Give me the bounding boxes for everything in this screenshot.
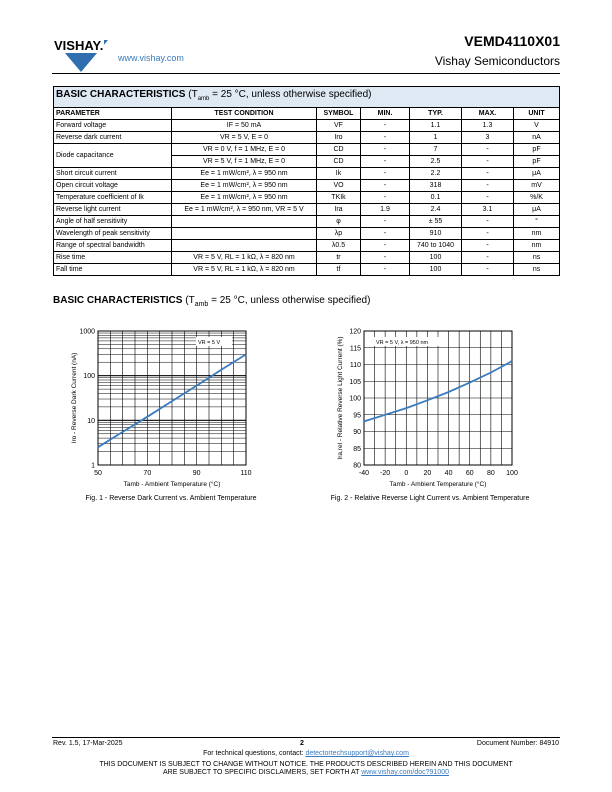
- table-cell-min: -: [361, 240, 410, 252]
- table-row: [54, 228, 560, 240]
- table-cell-min: -: [361, 144, 410, 156]
- table-cell-typ: 1.1: [410, 120, 462, 132]
- table-cell-cond: VR = 0 V, f = 1 MHz, E = 0: [172, 144, 317, 156]
- table-title-cond-prefix: (T: [188, 89, 198, 100]
- tech-contact-prefix: For technical questions, contact:: [203, 750, 306, 757]
- table-cell-param: Forward voltage: [54, 120, 172, 132]
- x-axis-label: Tamb - Ambient Temperature (°C): [123, 481, 221, 488]
- table-cell-max: -: [462, 252, 514, 264]
- table-cell-symbol: λp: [317, 228, 361, 240]
- x-tick-label: 100: [506, 470, 518, 477]
- col-header: MAX.: [462, 108, 514, 120]
- tech-contact: [0, 750, 612, 757]
- table-cell-unit: ns: [514, 252, 560, 264]
- table-cell-unit: μA: [514, 204, 560, 216]
- table-cell-symbol: φ: [317, 216, 361, 228]
- table-title-text: BASIC CHARACTERISTICS: [56, 89, 186, 100]
- table-cell-cond: Ee = 1 mW/cm², λ = 950 nm: [172, 168, 317, 180]
- table-cell-param: Short circuit current: [54, 168, 172, 180]
- header-rule: [52, 73, 560, 74]
- x-tick-label: 110: [240, 470, 252, 477]
- y-tick-label: 100: [349, 395, 361, 403]
- table-cell-min: -: [361, 192, 410, 204]
- table-cell-unit: nm: [514, 240, 560, 252]
- y-tick-label: 100: [83, 373, 95, 381]
- table-cell-cond: [172, 240, 317, 252]
- table-cell-param: Reverse light current: [54, 204, 172, 216]
- table-cell-unit: nA: [514, 132, 560, 144]
- table-cell-unit: °: [514, 216, 560, 228]
- x-tick-label: 60: [465, 470, 474, 477]
- table-title-cond-suffix: = 25 °C, unless otherwise specified): [209, 89, 372, 100]
- table-cell-unit: %/K: [514, 192, 560, 204]
- x-tick-label: -20: [380, 470, 391, 477]
- table-cell-unit: pF: [514, 156, 560, 168]
- y-axis-label: Iro - Reverse Dark Current (nA): [71, 352, 78, 444]
- table-cell-max: -: [462, 156, 514, 168]
- table-row: [54, 252, 560, 264]
- col-header: TEST CONDITION: [172, 108, 317, 120]
- table-row: [54, 264, 560, 276]
- y-tick-label: 115: [349, 345, 361, 353]
- table-cell-max: -: [462, 168, 514, 180]
- table-cell-param: Fall time: [54, 264, 172, 276]
- table-cell-min: -: [361, 180, 410, 192]
- table-cell-unit: ns: [514, 264, 560, 276]
- table-cell-typ: 2.4: [410, 204, 462, 216]
- table-cell-max: -: [462, 240, 514, 252]
- x-tick-label: 90: [192, 470, 201, 477]
- table-cell-cond: VR = 5 V, RL = 1 kΩ, λ = 820 nm: [172, 252, 317, 264]
- y-tick-label: 1: [91, 462, 95, 470]
- x-tick-label: -40: [358, 470, 370, 477]
- col-header: UNIT: [514, 108, 560, 120]
- document-number: Document Number: 84910: [476, 740, 559, 747]
- table-cell-min: 1.9: [361, 204, 410, 216]
- table-header-row: [54, 108, 560, 120]
- table-row: [54, 192, 560, 204]
- table-cell-typ: 2.5: [410, 156, 462, 168]
- y-axis-label: Ira,rel - Relative Reverse Light Current (%): [337, 336, 344, 460]
- table-cell-symbol: VO: [317, 180, 361, 192]
- y-tick-label: 90: [353, 429, 361, 436]
- table-cell-cond: [172, 228, 317, 240]
- table-cell-min: -: [361, 216, 410, 228]
- x-axis-label: Tamb - Ambient Temperature (°C): [389, 481, 487, 488]
- col-header: PARAMETER: [54, 108, 172, 120]
- table-title-cond-sub: amb: [197, 96, 210, 102]
- table-cell-cond: Ee = 1 mW/cm², λ = 950 nm: [172, 192, 317, 204]
- col-header: MIN.: [361, 108, 410, 120]
- table-cell-unit: μA: [514, 168, 560, 180]
- characteristics-table: [53, 86, 560, 276]
- annotation-label: VR = 5 V, λ = 950 nm: [376, 340, 429, 346]
- section-heading: [53, 295, 370, 308]
- disclaimer-line-2: [0, 769, 612, 776]
- table-cell-typ: 1: [410, 132, 462, 144]
- table-cell-symbol: Ira: [317, 204, 361, 216]
- table-cell-cond: VR = 5 V, RL = 1 kΩ, λ = 820 nm: [172, 264, 317, 276]
- table-cell-max: -: [462, 180, 514, 192]
- table-cell-typ: 0.1: [410, 192, 462, 204]
- table-cell-cond: [172, 216, 317, 228]
- table-cell-symbol: Ik: [317, 168, 361, 180]
- annotation-label: VR = 5 V: [198, 340, 221, 346]
- website-link[interactable]: www.vishay.com: [118, 53, 184, 63]
- section-title: BASIC CHARACTERISTICS: [53, 295, 183, 306]
- chart-relative-reverse-light-current: [322, 322, 522, 490]
- y-tick-label: 80: [353, 462, 361, 470]
- table-row: [54, 120, 560, 132]
- table-cell-cond: Ee = 1 mW/cm², λ = 950 nm, VR = 5 V: [172, 204, 317, 216]
- table-cell-symbol: CD: [317, 144, 361, 156]
- table-row: [54, 132, 560, 144]
- table-row: [54, 240, 560, 252]
- x-tick-label: 20: [423, 470, 432, 477]
- table-cell-min: -: [361, 120, 410, 132]
- table-cell-min: -: [361, 264, 410, 276]
- table-cell-unit: V: [514, 120, 560, 132]
- table-cell-cond: VR = 5 V, E = 0: [172, 132, 317, 144]
- disclaimer-link[interactable]: www.vishay.com/doc?91000: [361, 769, 450, 776]
- part-number: VEMD4110X01: [464, 33, 560, 49]
- table-cell-max: -: [462, 264, 514, 276]
- y-tick-label: 120: [349, 328, 361, 336]
- table-cell-min: -: [361, 252, 410, 264]
- table-cell-symbol: TKIk: [317, 192, 361, 204]
- table-title: [54, 87, 560, 108]
- table-cell-symbol: Iro: [317, 132, 361, 144]
- page-number: 2: [300, 740, 304, 747]
- table-cell-symbol: tf: [317, 264, 361, 276]
- table-cell-symbol: VF: [317, 120, 361, 132]
- table-cell-cond: IF = 50 mA: [172, 120, 317, 132]
- x-tick-label: 70: [143, 470, 152, 477]
- table-cell-min: -: [361, 228, 410, 240]
- y-tick-label: 105: [349, 378, 361, 386]
- tech-email-link[interactable]: detectortechsupport@vishay.com: [305, 750, 409, 757]
- x-tick-label: 40: [444, 470, 453, 477]
- table-cell-symbol: tr: [317, 252, 361, 264]
- table-cell-param: Wavelength of peak sensitivity: [54, 228, 172, 240]
- table-row: [54, 204, 560, 216]
- table-cell-param: Reverse dark current: [54, 132, 172, 144]
- table-cell-max: 3.1: [462, 204, 514, 216]
- table-cell-symbol: λ0.5: [317, 240, 361, 252]
- table-cell-typ: ± 55: [410, 216, 462, 228]
- figure-caption-1: Fig. 1 - Reverse Dark Current vs. Ambient Temperature: [85, 495, 257, 502]
- table-cell-cond: VR = 5 V, f = 1 MHz, E = 0: [172, 156, 317, 168]
- disclaimer-line-1: THIS DOCUMENT IS SUBJECT TO CHANGE WITHOUT NOTICE. THE PRODUCTS DESCRIBED HEREIN AND THIS DOCUMENT: [99, 761, 513, 768]
- table-cell-unit: mV: [514, 180, 560, 192]
- table-cell-typ: 100: [410, 264, 462, 276]
- col-header: SYMBOL: [317, 108, 361, 120]
- x-tick-label: 80: [486, 470, 495, 477]
- y-tick-label: 85: [353, 445, 361, 453]
- table-cell-typ: 910: [410, 228, 462, 240]
- table-cell-typ: 7: [410, 144, 462, 156]
- x-tick-label: 0: [404, 470, 409, 477]
- y-tick-label: 110: [349, 362, 361, 369]
- table-row: [54, 180, 560, 192]
- section-cond-sub: amb: [194, 301, 209, 308]
- col-header: TYP.: [410, 108, 462, 120]
- table-cell-param: Range of spectral bandwidth: [54, 240, 172, 252]
- table-cell-typ: 318: [410, 180, 462, 192]
- table-cell-max: 3: [462, 132, 514, 144]
- table-cell-param: Diode capacitance: [54, 144, 172, 168]
- table-cell-param: Temperature coefficient of Ik: [54, 192, 172, 204]
- table-cell-max: -: [462, 228, 514, 240]
- table-row: [54, 144, 560, 156]
- x-tick-label: 50: [94, 470, 102, 477]
- y-tick-label: 1000: [79, 328, 95, 336]
- section-cond-suffix: = 25 °C, unless otherwise specified): [208, 295, 371, 306]
- table-row: [54, 168, 560, 180]
- revision: Rev. 1.5, 17-Mar-2025: [53, 740, 123, 747]
- table-cell-param: Angle of half sensitivity: [54, 216, 172, 228]
- y-tick-label: 10: [87, 417, 95, 425]
- y-tick-label: 95: [353, 412, 361, 420]
- table-cell-typ: 2.2: [410, 168, 462, 180]
- section-cond-prefix: (T: [185, 295, 195, 306]
- table-cell-cond: Ee = 1 mW/cm², λ = 950 nm: [172, 180, 317, 192]
- table-cell-max: -: [462, 192, 514, 204]
- footer-rule: [52, 737, 560, 738]
- table-cell-max: -: [462, 216, 514, 228]
- brand-logo-text: VISHAY.: [54, 38, 104, 53]
- table-cell-unit: nm: [514, 228, 560, 240]
- table-cell-param: Rise time: [54, 252, 172, 264]
- table-cell-typ: 740 to 1040: [410, 240, 462, 252]
- table-cell-symbol: CD: [317, 156, 361, 168]
- table-row: [54, 216, 560, 228]
- table-cell-unit: pF: [514, 144, 560, 156]
- table-cell-max: -: [462, 144, 514, 156]
- disclaimer-prefix: ARE SUBJECT TO SPECIFIC DISCLAIMERS, SET FORTH AT: [162, 769, 362, 776]
- table-cell-max: 1.3: [462, 120, 514, 132]
- company-name: Vishay Semiconductors: [434, 54, 560, 68]
- table-cell-min: -: [361, 156, 410, 168]
- figure-caption-2: Fig. 2 - Relative Reverse Light Current vs. Ambient Temperature: [330, 495, 530, 502]
- table-cell-min: -: [361, 168, 410, 180]
- chart-reverse-dark-current: [56, 322, 268, 490]
- table-cell-min: -: [361, 132, 410, 144]
- table-cell-param: Open circuit voltage: [54, 180, 172, 192]
- table-cell-typ: 100: [410, 252, 462, 264]
